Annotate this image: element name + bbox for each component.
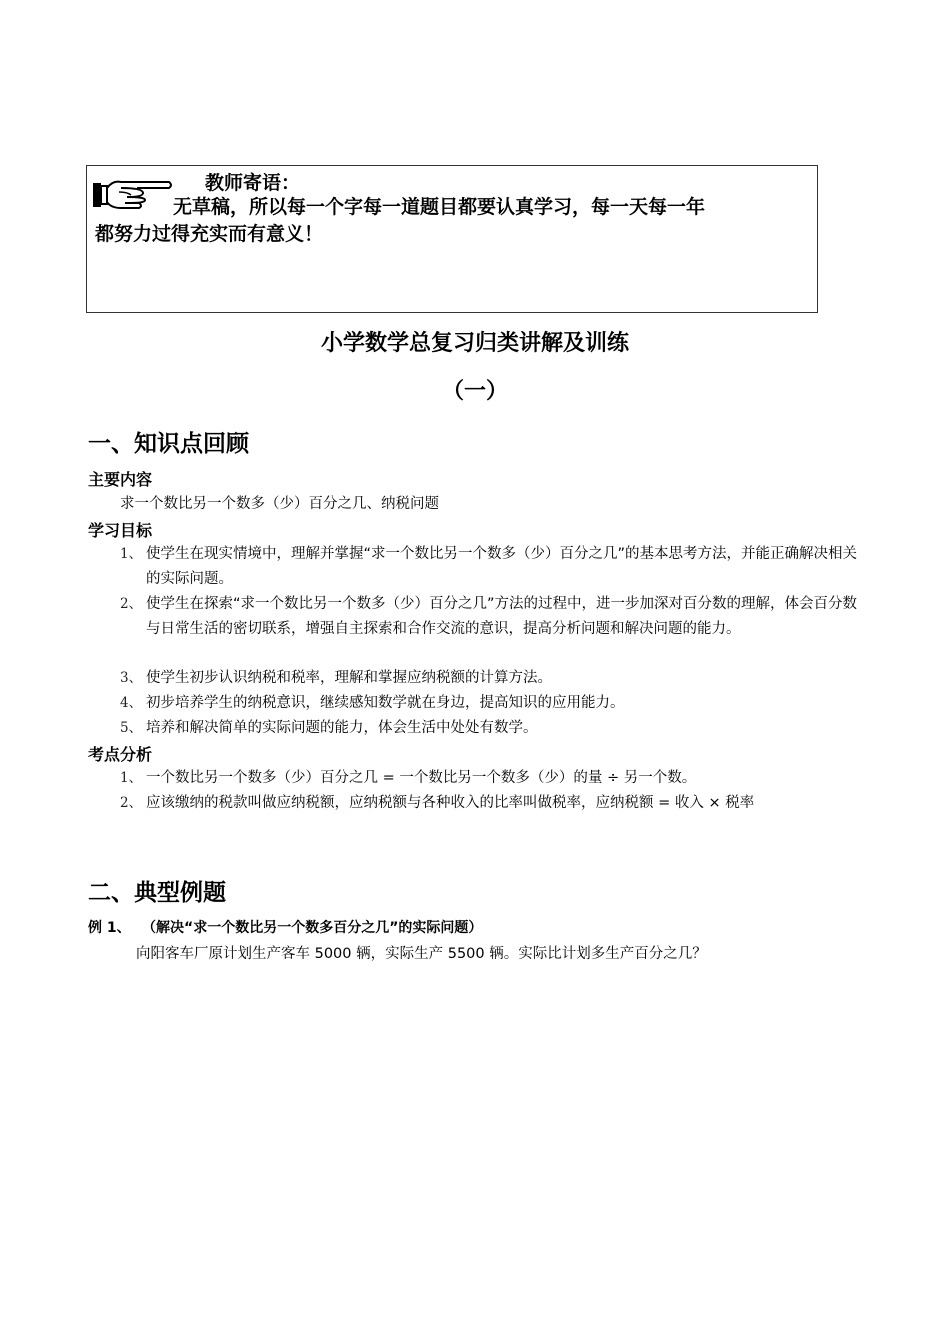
objective-text: 培养和解决简单的实际问题的能力，体会生活中处处有数学。 (146, 720, 538, 736)
objective-item (120, 666, 865, 691)
objective-text: 使学生在探索“求一个数比另一个数多（少）百分之几”方法的过程中，进一步加深对百分数的理解，体会百分数与日常生活的密切联系，增强自主探索和合作交流的意识，提高分析问题和解决问题的能力。 (146, 596, 858, 637)
objective-number: 1、 (120, 546, 143, 562)
objective-number: 5、 (120, 720, 143, 736)
section1-heading: 一、知识点回顾 (88, 431, 249, 457)
objective-number: 2、 (120, 596, 143, 612)
teacher-note-text-line2: 都努力过得充实而有意义！ (95, 223, 324, 245)
objective-item (120, 716, 865, 741)
example1-question: 向阳客车厂原计划生产客车 5000 辆，实际生产 5500 辆。实际比计划多生产百分之几？ (136, 946, 707, 962)
example1-topic: （解决“求一个数比另一个数多百分之几”的实际问题） (142, 920, 483, 936)
analysis-text: 应该缴纳的税款叫做应纳税额，应纳税额与各种收入的比率叫做税率，应纳税额 = 收入 × 税率 (146, 795, 755, 811)
document-subtitle: （一） (441, 379, 508, 404)
main-content-label: 主要内容 (88, 470, 153, 489)
objectives-label: 学习目标 (88, 521, 153, 540)
objective-item (120, 691, 865, 716)
objective-number: 4、 (120, 695, 143, 711)
teacher-note-text-line1: 无草稿，所以每一个字每一道题目都要认真学习，每一天每一年 (173, 196, 706, 218)
analysis-label: 考点分析 (88, 745, 153, 764)
main-content-text: 求一个数比另一个数多（少）百分之几、纳税问题 (120, 496, 439, 512)
document-title: 小学数学总复习归类讲解及训练 (320, 331, 629, 356)
analysis-number: 1、 (120, 770, 143, 786)
analysis-item (120, 766, 865, 791)
objective-number: 3、 (120, 670, 143, 686)
section2-heading: 二、典型例题 (88, 880, 226, 906)
example1-label: 例 1、 (88, 920, 131, 936)
analysis-number: 2、 (120, 795, 143, 811)
analysis-text: 一个数比另一个数多（少）百分之几 = 一个数比另一个数多（少）的量 ÷ 另一个数。 (146, 770, 697, 786)
teacher-note-box (86, 165, 818, 313)
analysis-item (120, 791, 865, 816)
objective-item (120, 542, 865, 592)
objective-item (120, 592, 865, 642)
objective-text: 使学生初步认识纳税和税率，理解和掌握应纳税额的计算方法。 (146, 670, 552, 686)
objective-text: 使学生在现实情境中，理解并掌握“求一个数比另一个数多（少）百分之几”的基本思考方法，并能正确解决相关的实际问题。 (146, 546, 858, 587)
pointing-hand-icon (91, 174, 173, 214)
objective-text: 初步培养学生的纳税意识，继续感知数学就在身边，提高知识的应用能力。 (146, 695, 625, 711)
teacher-note-title: 教师寄语： (205, 172, 301, 194)
